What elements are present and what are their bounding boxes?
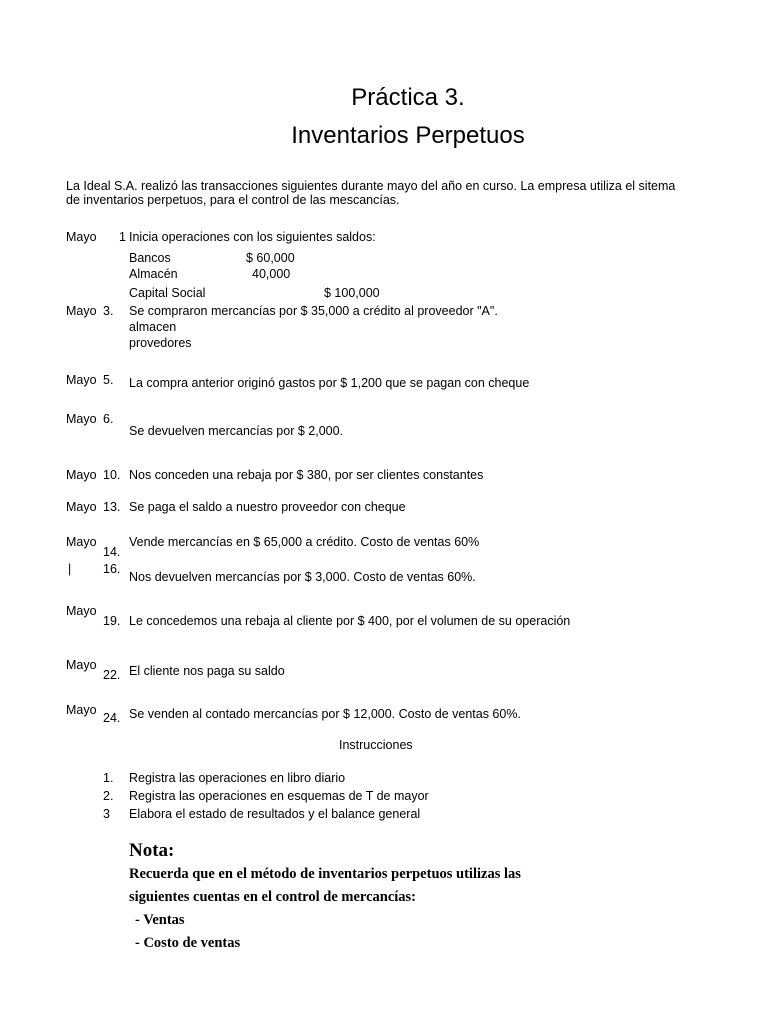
date-day: 19. — [103, 614, 121, 628]
date-day: 13. — [103, 500, 121, 514]
transaction-text: Vende mercancías en $ 65,000 a crédito. Costo de ventas 60% — [129, 535, 480, 549]
date-month: Mayo — [66, 304, 97, 318]
account-name: provedores — [129, 336, 192, 350]
balance-name: Bancos — [129, 251, 171, 265]
page-subtitle: Inventarios Perpetuos — [291, 122, 525, 149]
date-month: Mayo — [66, 658, 97, 672]
date-day: 16. — [103, 562, 121, 576]
instruction-number: 1. — [103, 771, 114, 785]
note-line-2: siguientes cuentas en el control de mercancías: — [129, 889, 417, 905]
date-month: Mayo — [66, 703, 97, 717]
date-day: 3. — [103, 304, 114, 318]
date-day: 22. — [103, 668, 121, 682]
note-item: - Costo de ventas — [135, 935, 241, 951]
transaction-text: La compra anterior originó gastos por $ 1,200 que se pagan con cheque — [129, 376, 530, 390]
page-title: Práctica 3. — [351, 84, 465, 111]
transaction-text: El cliente nos paga su saldo — [129, 664, 285, 678]
balance-amount: $ 60,000 — [246, 251, 295, 265]
date-day: 6. — [103, 412, 114, 426]
balance-amount: 40,000 — [252, 267, 291, 281]
instruction-text: Registra las operaciones en esquemas de T de mayor — [129, 789, 429, 803]
date-day: 10. — [103, 468, 121, 482]
date-month: Mayo — [66, 535, 97, 549]
instruction-text: Registra las operaciones en libro diario — [129, 771, 346, 785]
margin-mark: | — [68, 562, 72, 576]
instruction-number: 2. — [103, 789, 114, 803]
note-line-1: Recuerda que en el método de inventarios perpetuos utilizas las — [129, 866, 521, 882]
instructions-heading: Instrucciones — [339, 738, 413, 752]
transaction-text: Se venden al contado mercancías por $ 12,000. Costo de ventas 60%. — [129, 707, 521, 721]
date-day: 5. — [103, 373, 114, 387]
date-day: 14. — [103, 545, 121, 559]
date-month: Mayo — [66, 604, 97, 618]
transaction-text: Nos conceden una rebaja por $ 380, por ser clientes constantes — [129, 468, 484, 482]
balance-name: Capital Social — [129, 286, 206, 300]
note-item: - Ventas — [135, 912, 185, 928]
transaction-text: Se devuelven mercancías por $ 2,000. — [129, 424, 344, 438]
note-heading: Nota: — [129, 840, 175, 861]
date-month: Mayo — [66, 230, 97, 244]
transaction-text: Le concedemos una rebaja al cliente por $ 400, por el volumen de su operación — [129, 614, 571, 628]
transaction-text: Inicia operaciones con los siguientes saldos: — [129, 230, 376, 244]
transaction-text: Se compraron mercancías por $ 35,000 a crédito al proveedor "A". — [129, 304, 498, 318]
balance-amount: $ 100,000 — [324, 286, 380, 300]
intro-line-2: de inventarios perpetuos, para el control de las mescancías. — [66, 193, 400, 207]
date-month: Mayo — [66, 373, 97, 387]
date-day: 24. — [103, 711, 121, 725]
date-day: 1 — [119, 230, 126, 244]
intro-line-1: La Ideal S.A. realizó las transacciones siguientes durante mayo del año en curso. La empresa utiliza el sitema — [66, 179, 676, 193]
date-month: Mayo — [66, 468, 97, 482]
instruction-number: 3 — [103, 807, 110, 821]
balance-name: Almacén — [129, 267, 178, 281]
instruction-text: Elabora el estado de resultados y el balance general — [129, 807, 421, 821]
date-month: Mayo — [66, 500, 97, 514]
account-name: almacen — [129, 320, 177, 334]
date-month: Mayo — [66, 412, 97, 426]
transaction-text: Se paga el saldo a nuestro proveedor con cheque — [129, 500, 406, 514]
transaction-text: Nos devuelven mercancías por $ 3,000. Costo de ventas 60%. — [129, 570, 476, 584]
